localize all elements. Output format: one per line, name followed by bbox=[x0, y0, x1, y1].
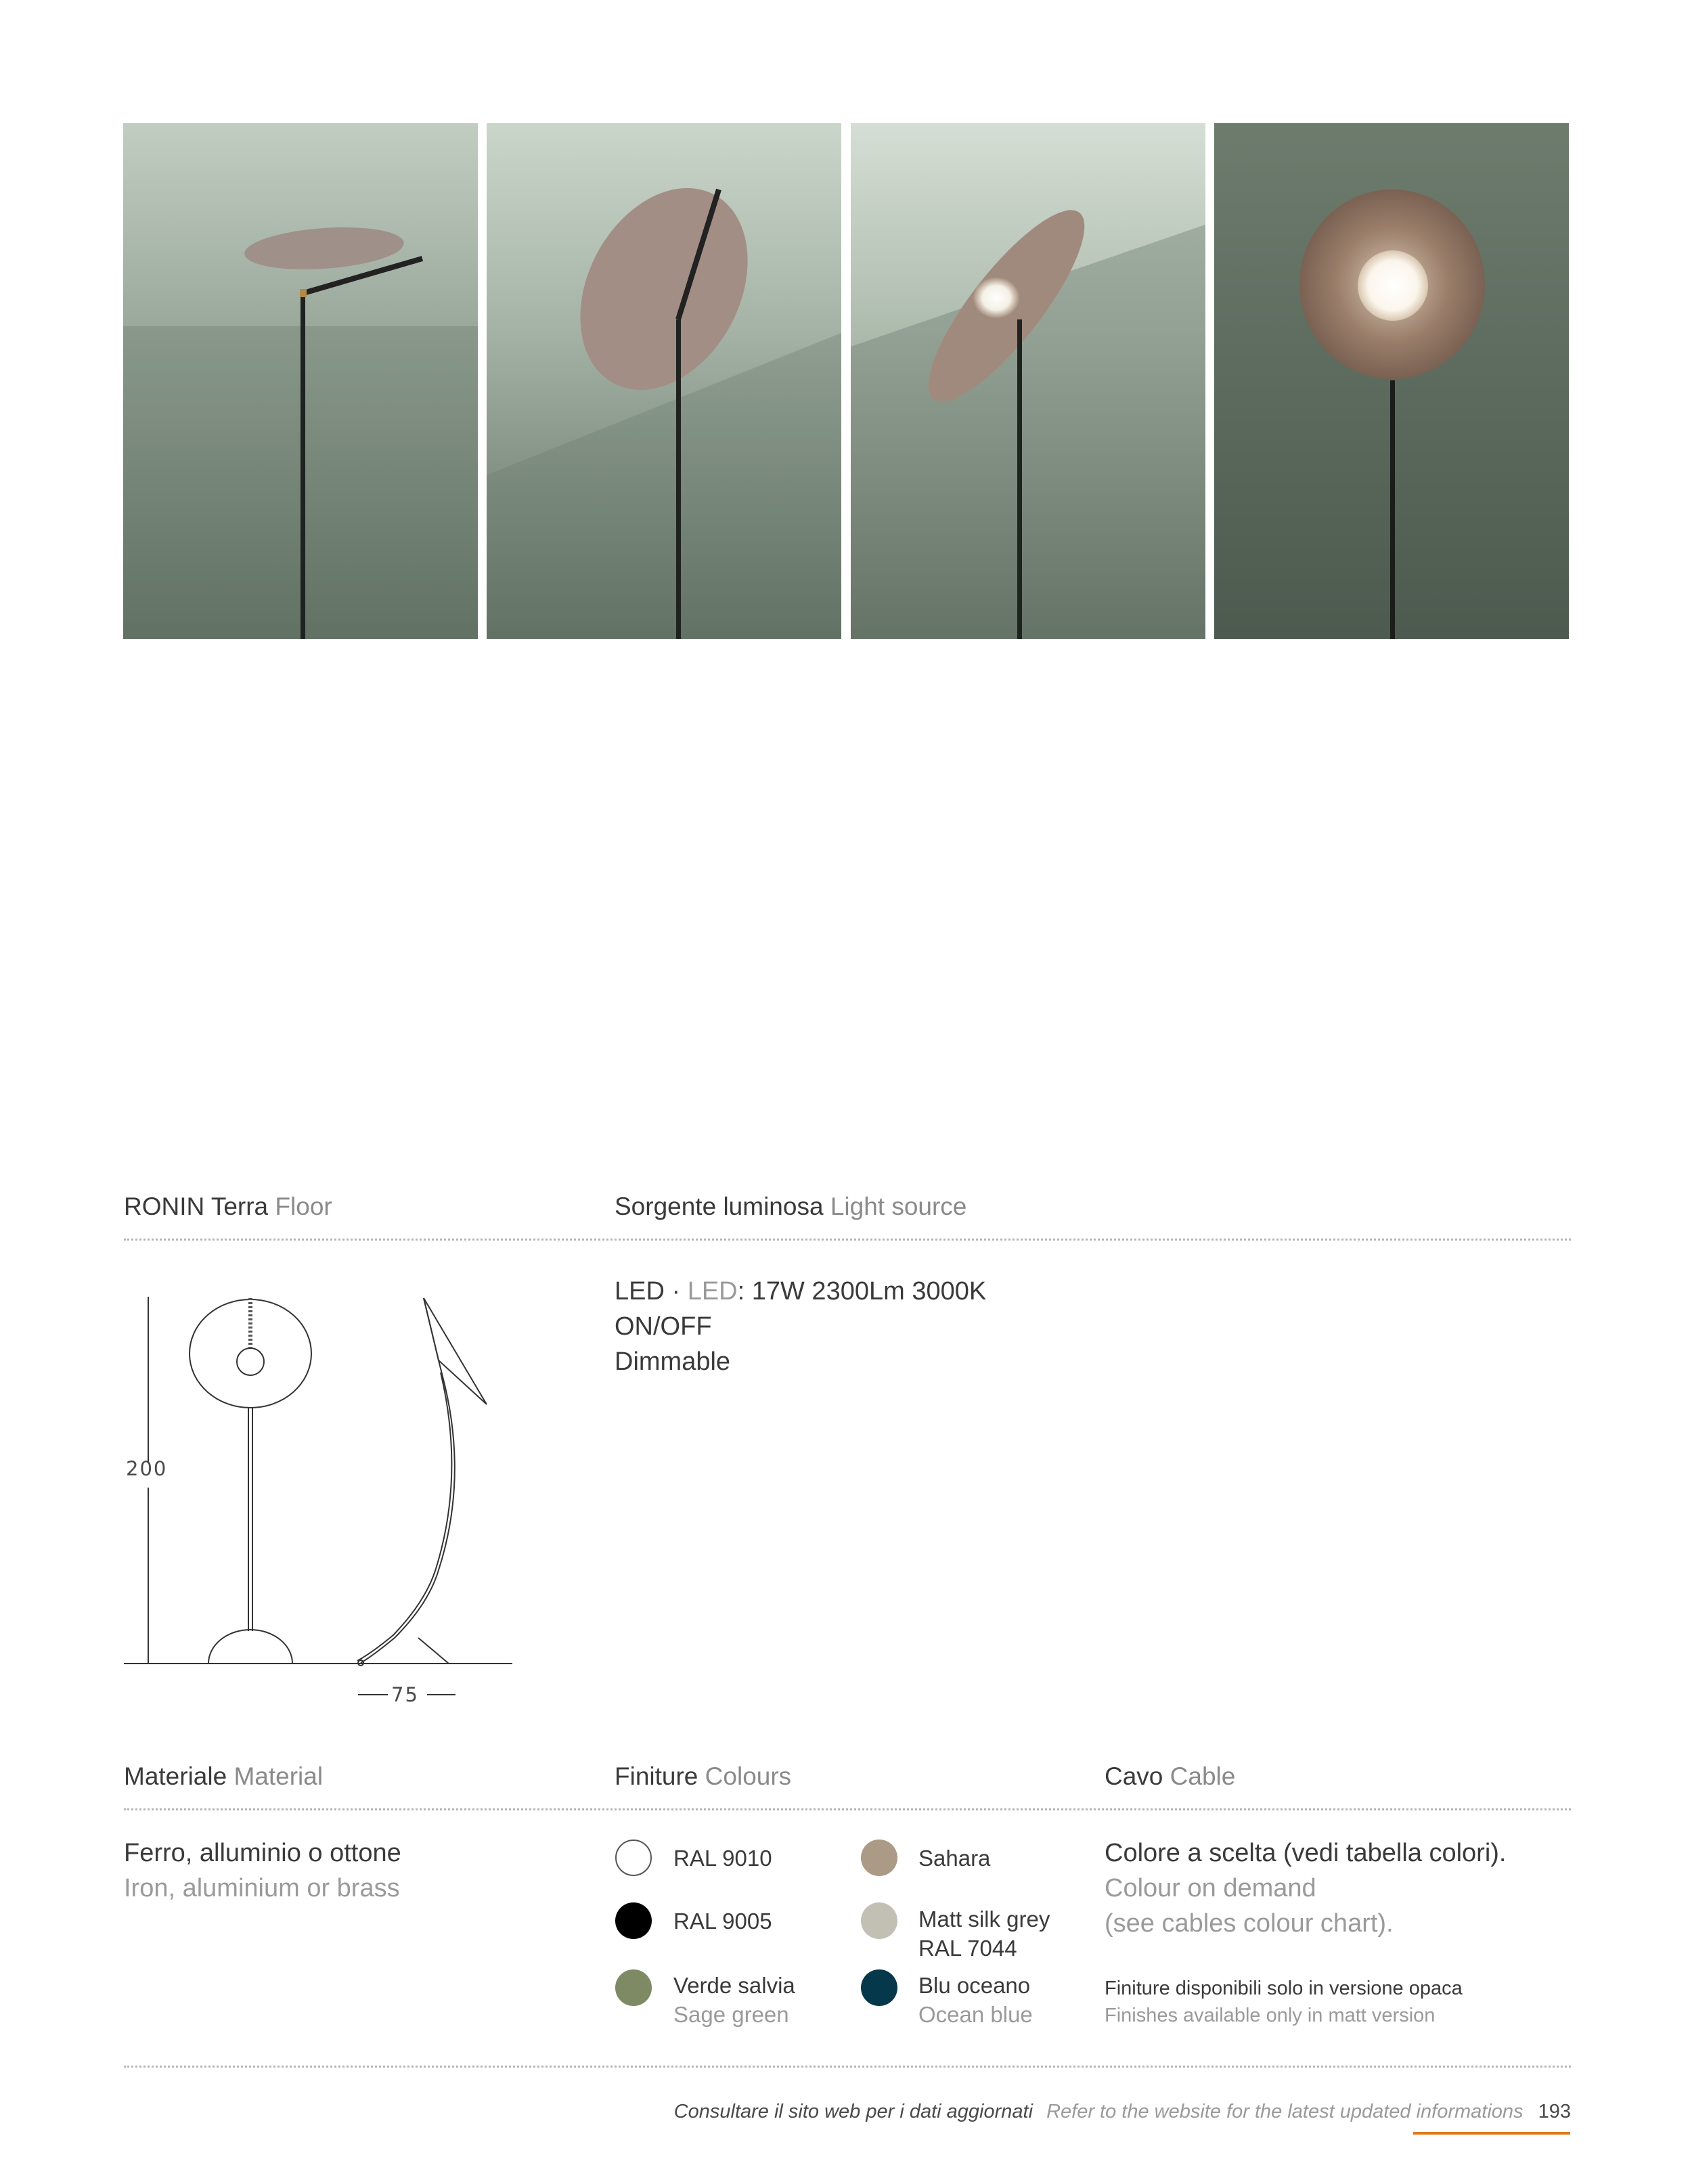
divider bbox=[124, 1808, 1571, 1810]
switch-type: ON/OFF bbox=[615, 1312, 712, 1341]
cable-heading-it: Cavo bbox=[1105, 1762, 1163, 1790]
cable-heading-en: Cable bbox=[1170, 1762, 1236, 1790]
swatch-blu-oceano bbox=[861, 1969, 897, 2006]
footer bbox=[674, 2101, 1571, 2123]
product-name: RONIN Terra bbox=[124, 1193, 269, 1220]
led-separator: · bbox=[664, 1277, 688, 1306]
material-value bbox=[124, 1835, 401, 1906]
photo-lamp-horizontal bbox=[123, 123, 478, 639]
swatch-label-sahara: Sahara bbox=[918, 1846, 991, 1871]
swatch-verde-salvia bbox=[615, 1969, 652, 2006]
finish-note-it: Finiture disponibili solo in versione opaca bbox=[1105, 1978, 1463, 1999]
led-spec: : 17W 2300Lm 3000K bbox=[737, 1277, 987, 1306]
cable-value-en-2: (see cables colour chart). bbox=[1105, 1909, 1394, 1938]
swatch-label-matt-silk-grey: Matt silk grey RAL 7044 bbox=[918, 1907, 1050, 1961]
swatch-ral-9005 bbox=[615, 1902, 652, 1939]
swatch-matt-silk-grey bbox=[861, 1902, 897, 1939]
photo-lamp-tilted bbox=[487, 123, 841, 639]
cable-value-it: Colore a scelta (vedi tabella colori). bbox=[1105, 1839, 1507, 1867]
technical-drawing bbox=[124, 1286, 516, 1719]
light-source-heading-it: Sorgente luminosa bbox=[615, 1193, 824, 1220]
material-heading-it: Materiale bbox=[124, 1762, 227, 1790]
divider bbox=[124, 1239, 1571, 1241]
swatch-label-blu-oceano: Blu oceano Ocean blue bbox=[918, 1973, 1033, 2027]
light-source-heading-en: Light source bbox=[830, 1193, 967, 1220]
light-source-details bbox=[615, 1274, 986, 1379]
width-dimension: 75 bbox=[391, 1683, 419, 1706]
material-value-en: Iron, aluminium or brass bbox=[124, 1874, 400, 1902]
cable-heading bbox=[1105, 1762, 1235, 1791]
finish-note bbox=[1105, 1975, 1463, 2029]
material-heading-en: Material bbox=[234, 1762, 324, 1790]
divider bbox=[124, 2066, 1571, 2068]
photo-lamp-front-lit bbox=[1214, 123, 1569, 639]
cable-value bbox=[1105, 1835, 1507, 1941]
colours-heading-en: Colours bbox=[705, 1762, 792, 1790]
swatch-sahara bbox=[861, 1840, 897, 1876]
photo-lamp-angled-lit bbox=[851, 123, 1205, 639]
height-dimension: 200 bbox=[126, 1457, 168, 1480]
dimmable-label: Dimmable bbox=[615, 1347, 731, 1376]
swatch-label-ral-9005: RAL 9005 bbox=[673, 1909, 772, 1934]
material-value-it: Ferro, alluminio o ottone bbox=[124, 1839, 401, 1867]
finish-note-en: Finishes available only in matt version bbox=[1105, 2005, 1436, 2026]
page-number: 193 bbox=[1538, 2101, 1571, 2122]
led-spec-line bbox=[615, 1274, 986, 1309]
swatch-ral-9010 bbox=[615, 1840, 652, 1876]
product-name-en: Floor bbox=[275, 1193, 332, 1220]
product-title bbox=[124, 1193, 332, 1221]
cable-value-en-1: Colour on demand bbox=[1105, 1874, 1316, 1902]
led-label-it: LED bbox=[615, 1277, 665, 1306]
swatch-label-verde-salvia: Verde salvia Sage green bbox=[673, 1973, 795, 2027]
light-source-heading bbox=[615, 1193, 966, 1221]
footer-text-en: Refer to the website for the latest updated informations bbox=[1046, 2101, 1524, 2122]
led-label-en: LED bbox=[687, 1277, 738, 1306]
footer-text-it: Consultare il sito web per i dati aggiornati bbox=[673, 2101, 1033, 2122]
material-heading bbox=[124, 1762, 323, 1791]
footer-accent-line bbox=[1413, 2132, 1570, 2135]
colours-heading bbox=[615, 1762, 791, 1791]
colours-heading-it: Finiture bbox=[615, 1762, 698, 1790]
swatch-label-ral-9010: RAL 9010 bbox=[673, 1846, 772, 1871]
